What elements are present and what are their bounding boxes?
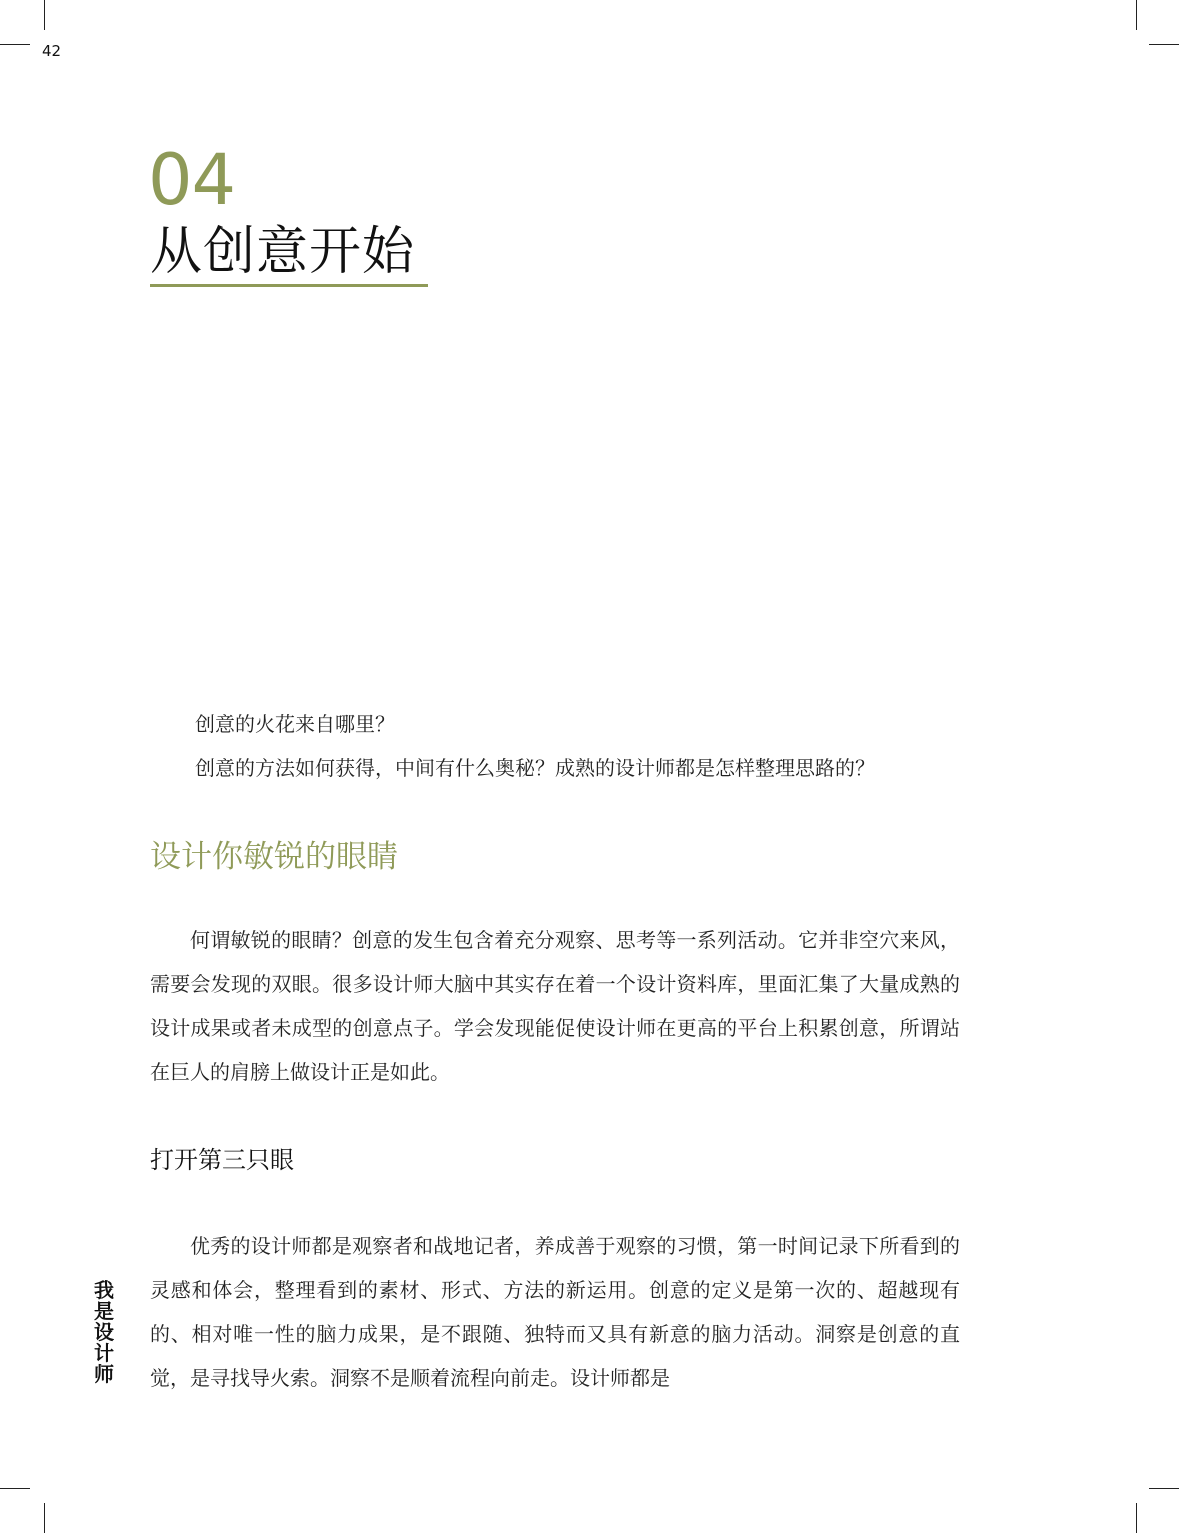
section-title: 设计你敏锐的眼睛 [150, 839, 398, 875]
crop-mark [1136, 1503, 1137, 1533]
crop-mark [0, 44, 30, 45]
subsection-title: 打开第三只眼 [150, 1146, 294, 1174]
crop-mark [1149, 1488, 1179, 1489]
section-body [150, 918, 960, 1094]
crop-mark [44, 0, 45, 30]
intro-line: 创意的火花来自哪里？ [195, 712, 395, 736]
chapter-number: 04 [148, 139, 236, 221]
intro-questions [195, 702, 995, 790]
subsection-body [150, 1224, 960, 1400]
intro-line: 创意的方法如何获得，中间有什么奥秘？成熟的设计师都是怎样整理思路的？ [195, 756, 875, 780]
paragraph: 何谓敏锐的眼睛？创意的发生包含着充分观察、思考等一系列活动。它并非空穴来风，需要会发现的双眼。很多设计师大脑中其实存在着一个设计资料库，里面汇集了大量成熟的设计成果或者未成型的创意点子。学会发现能促使设计师在更高的平台上积累创意，所谓站在巨人的肩膀上做设计正是如此。 [150, 928, 960, 1084]
crop-mark [1149, 44, 1179, 45]
crop-mark [0, 1488, 30, 1489]
paragraph: 优秀的设计师都是观察者和战地记者，养成善于观察的习惯，第一时间记录下所看到的灵感和体会，整理看到的素材、形式、方法的新运用。创意的定义是第一次的、超越现有的、相对唯一性的脑力成果，是不跟随、独特而又具有新意的脑力活动。洞察是创意的直觉，是寻找导火索。洞察不是顺着流程向前走。设计师都是 [150, 1234, 960, 1390]
crop-mark [44, 1503, 45, 1533]
chapter-title-underline [150, 284, 428, 287]
page-number: 42 [42, 42, 62, 60]
side-running-title: 我是设计师 [94, 1278, 114, 1386]
crop-mark [1136, 0, 1137, 30]
chapter-title: 从创意开始 [150, 222, 416, 282]
